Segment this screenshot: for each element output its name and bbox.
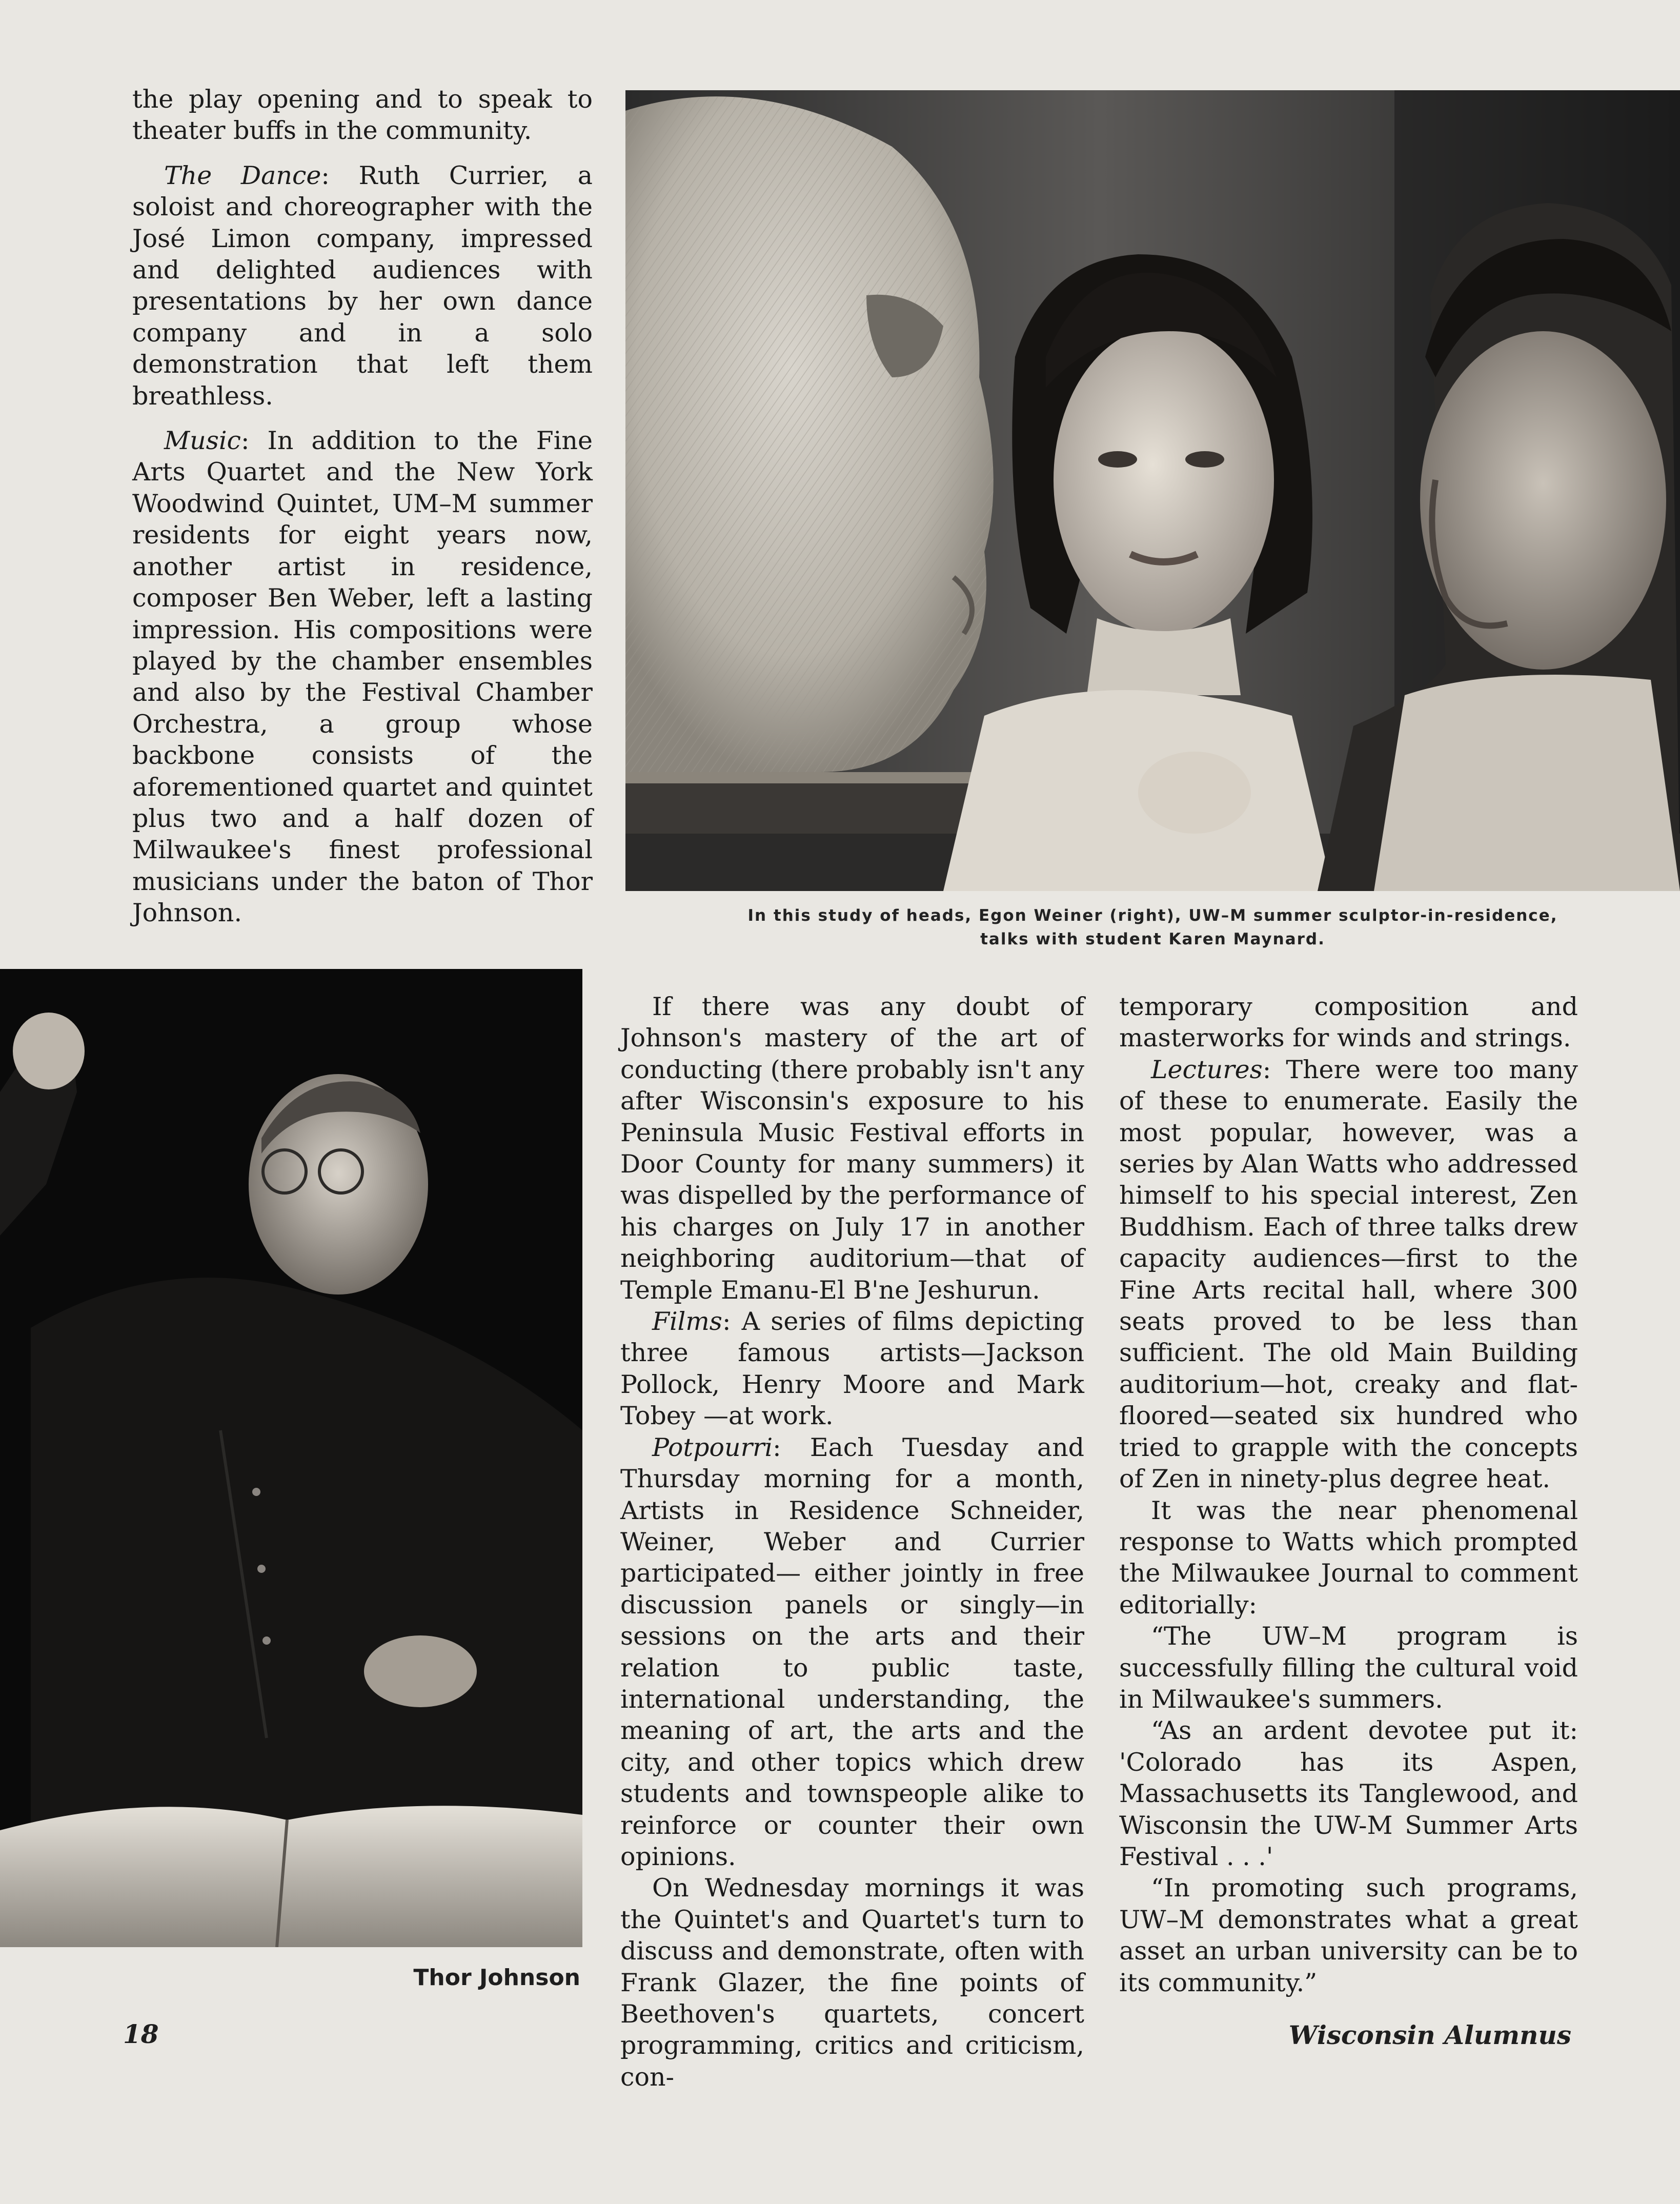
caption-line: In this study of heads, Egon Weiner (right), UW–M summer sculptor-in-residence, xyxy=(747,906,1558,925)
photo-thor-johnson-image xyxy=(0,969,582,1947)
paragraph: If there was any doubt of Johnson's mastery of the art of conducting (there probably isn't any after Wisconsin's exposure to his Peninsula Music Festival efforts in Door County for many summers) it was dispelled by the performance of his charges on July 17 in another neighboring auditorium—that of Temple Emanu-El B'ne Jeshurun. xyxy=(620,992,1084,1305)
paragraph-films xyxy=(620,1306,1084,1432)
section-lead-lectures: Lectures xyxy=(1151,1055,1263,1084)
photo-sculptor-and-student-image xyxy=(625,90,1680,891)
text-column-right xyxy=(1119,991,1578,1998)
paragraph-dance xyxy=(132,160,593,412)
paragraph-text: : In addition to the Fine Arts Quartet and the New York Woodwind Quintet, UM–M summer residents for eight years now, another artist in residence, composer Ben Weber, left a lasting impression. His compositions were played by the chamber ensembles and also by the Festival Chamber Orchestra, a group whose backbone consists of the aforementioned quartet and quintet plus two and a half dozen of Milwaukee's finest professional musicians under the baton of Thor Johnson. xyxy=(132,426,593,928)
paragraph: the play opening and to speak to theater buffs in the community. xyxy=(132,85,593,146)
section-lead-potpourri: Potpourri xyxy=(652,1432,773,1462)
page-number: 18 xyxy=(123,2019,159,2049)
section-lead-dance: The Dance xyxy=(164,160,321,190)
photo-credit: Thor Johnson xyxy=(413,1965,580,1991)
paragraph-text: : Each Tuesday and Thursday morning for a month, Artists in Residence Schneider, Weiner, Weber and Currier participated— either jointly in free discussion panels or singly—in sessions on the arts and their relation to public taste, international understanding, the meaning of art, the arts and the city, and other topics which drew students and townspeople alike to reinforce or counter their own opinions. xyxy=(620,1432,1084,1871)
photo-caption xyxy=(625,904,1680,951)
paragraph-text: : A series of films depicting three famous artists—Jackson Pollock, Henry Moore and Mark Tobey —at work. xyxy=(620,1307,1084,1431)
photo-thor-johnson xyxy=(0,969,582,1947)
photo-sculptor-and-student xyxy=(625,90,1680,891)
quote-paragraph: “The UW–M program is successfully filling the cultural void in Milwaukee's summers. xyxy=(1119,1622,1578,1714)
paragraph-potpourri xyxy=(620,1432,1084,1873)
section-lead-films: Films xyxy=(652,1307,722,1337)
quote-paragraph: “In promoting such programs, UW–M demonstrates what a great asset an urban university can be to its community.” xyxy=(1119,1873,1578,1997)
paragraph-lectures xyxy=(1119,1054,1578,1495)
paragraph-text: : There were too many of these to enumerate. Easily the most popular, however, was a series by Alan Watts who addressed himself to his special interest, Zen Buddhism. Each of three talks drew capacity audiences—first to the Fine Arts recital hall, where 300 seats proved to be less than sufficient. The old Main Building auditorium—hot, creaky and flat-floored—seated six hundred who tried to grapple with the concepts of Zen in ninety-plus degree heat. xyxy=(1119,1055,1578,1494)
paragraph: It was the near phenomenal response to Watts which prompted the Milwaukee Journal to comment editorially: xyxy=(1119,1495,1578,1620)
paragraph: temporary composition and masterworks for winds and strings. xyxy=(1119,992,1578,1053)
paragraph-music xyxy=(132,425,593,929)
quote-paragraph: “As an ardent devotee put it: 'Colorado has its Aspen, Massachusetts its Tanglewood, and Wisconsin the UW-M Summer Arts Festival . . .' xyxy=(1119,1716,1578,1871)
text-column-middle xyxy=(620,991,1084,2093)
text-column-top-left xyxy=(132,84,593,929)
caption-line: talks with student Karen Maynard. xyxy=(980,930,1325,948)
section-lead-music: Music xyxy=(164,426,241,456)
paragraph: On Wednesday mornings it was the Quintet's and Quartet's turn to discuss and demonstrate, often with Frank Glazer, the fine points of Beethoven's quartets, concert programming, critics and criticism, con- xyxy=(620,1873,1084,2092)
paragraph-text: : Ruth Currier, a soloist and choreographer with the José Limon company, impressed and delighted audiences with presentations by her own dance company and in a solo demonstration that left them breathless. xyxy=(132,160,593,411)
publication-name: Wisconsin Alumnus xyxy=(1288,2020,1571,2050)
